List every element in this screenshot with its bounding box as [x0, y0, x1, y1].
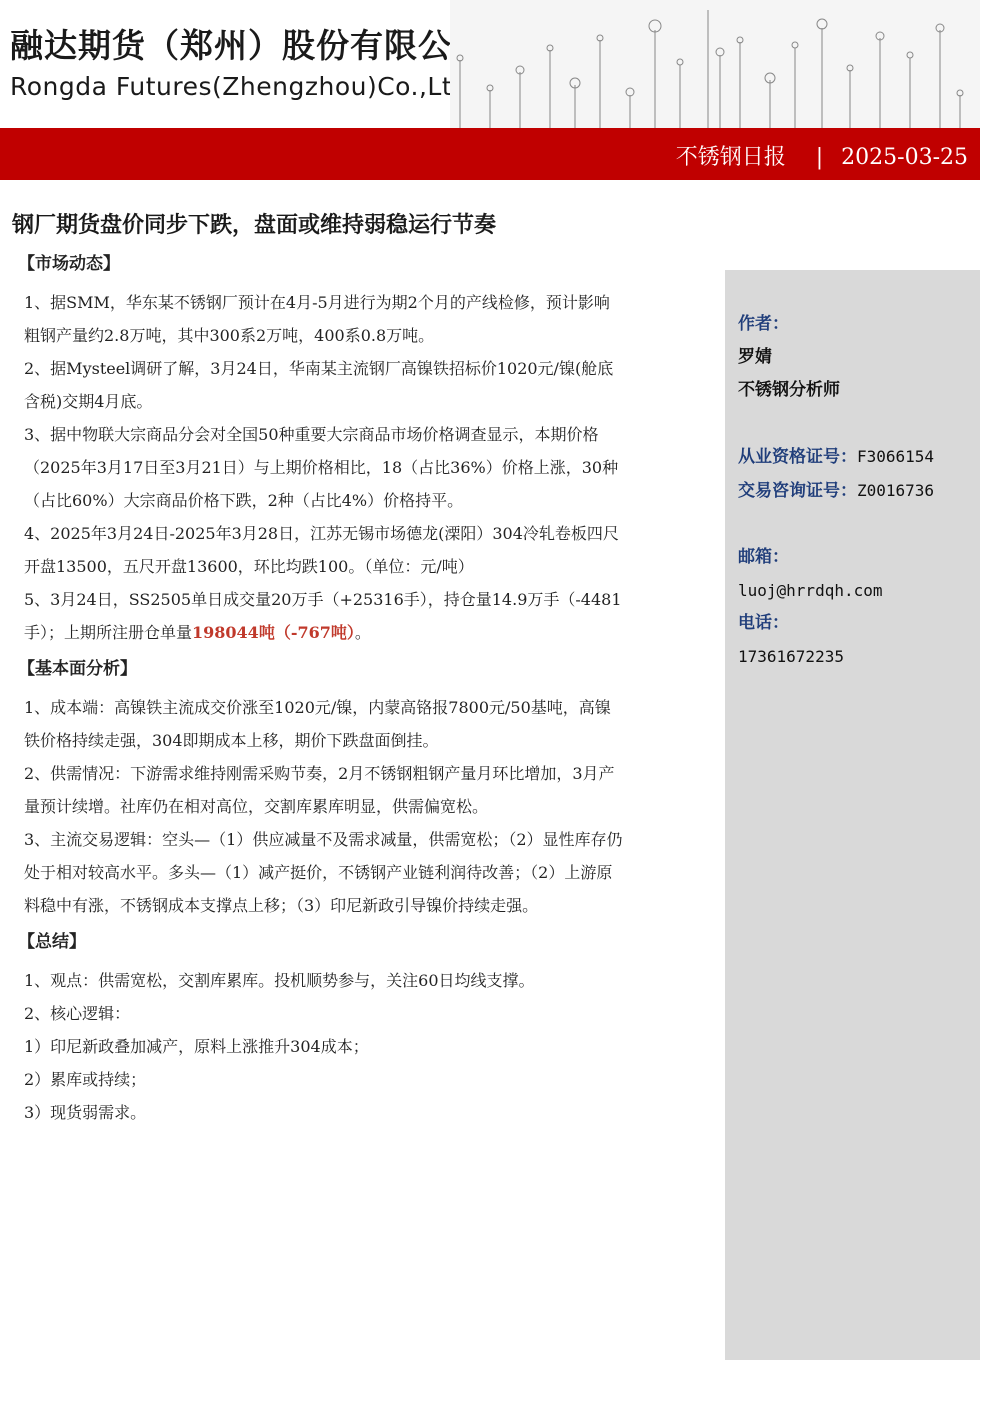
author-title: 不锈钢分析师 [738, 380, 840, 400]
phone-value: 17361672235 [738, 647, 844, 666]
author-sidebar [725, 270, 980, 1360]
title-separator: | [815, 145, 824, 170]
warrant-highlight: 198044吨（-767吨） [192, 623, 355, 642]
company-name-cn: 融达期货（郑州）股份有限公司 [10, 26, 486, 65]
section-title-fundamental: 【基本面分析】 [18, 659, 137, 679]
summary-item-3: 1）印尼新政叠加减产，原料上涨推升304成本； [24, 1037, 369, 1056]
phone-label: 电话： [738, 613, 789, 633]
email-value[interactable]: luoj@hrrdqh.com [738, 581, 883, 600]
company-name-en: Rongda Futures(Zhengzhou)Co.,Ltd. [10, 72, 477, 101]
market-item-5-end: 。 [354, 623, 371, 642]
summary-item-4: 2）累库或持续； [24, 1070, 147, 1089]
header-decoration [450, 0, 980, 128]
cert2-row [738, 474, 978, 508]
market-item-4: 4、2025年3月24日-2025年3月28日，江苏无锡市场德龙(溧阳）304冷轧卷板四尺开盘13500，五尺开盘13600，环比均跌100。（单位：元/吨） [24, 524, 619, 576]
fundamental-item-3: 3、主流交易逻辑：空头—（1）供应减量不及需求减量，供需宽松；（2）显性库存仍处于相对较高水平。多头—（1）减产挺价，不锈钢产业链利润待改善；（2）上游原料稳中有涨，不锈钢成本支撑点上移；（3）印尼新政引导镍价持续走强。 [24, 830, 623, 915]
report-header [0, 0, 992, 128]
report-title-bar [0, 128, 980, 180]
market-item-5 [24, 583, 624, 649]
market-item-5-text: 5、3月24日，SS2505单日成交量20万手（+25316手），持仓量14.9万手（-4481手）；上期所注册仓单量 [24, 590, 622, 642]
cert2-value: Z0016736 [857, 481, 935, 500]
cert1-value: F3066154 [857, 447, 935, 466]
report-type: 不锈钢日报 [675, 145, 786, 170]
cert1-label: 从业资格证号： [738, 447, 857, 467]
report-headline: 钢厂期货盘价同步下跌，盘面或维持弱稳运行节奏 [12, 212, 497, 238]
summary-item-1: 1、观点：供需宽松，交割库累库。投机顺势参与，关注60日均线支撑。 [24, 971, 535, 990]
market-item-1: 1、据SMM，华东某不锈钢厂预计在4月-5月进行为期2个月的产线检修，预计影响粗钢产量约2.8万吨，其中300系2万吨，400系0.8万吨。 [24, 293, 610, 345]
email-label: 邮箱： [738, 547, 789, 567]
fundamental-item-2: 2、供需情况：下游需求维持刚需采购节奏，2月不锈钢粗钢产量月环比增加，3月产量预计续增。社库仍在相对高位，交割库累库明显，供需偏宽松。 [24, 764, 615, 816]
main-content [18, 252, 624, 1129]
summary-item-2: 2、核心逻辑： [24, 1004, 131, 1023]
report-date: 2025-03-25 [841, 145, 968, 170]
cert2-label: 交易咨询证号： [738, 481, 857, 501]
section-title-summary: 【总结】 [18, 932, 86, 952]
author-label: 作者： [738, 314, 789, 334]
market-item-3: 3、据中物联大宗商品分会对全国50种重要大宗商品市场价格调查显示，本期价格（2025年3月17日至3月21日）与上期价格相比，18（占比36%）价格上涨，30种（占比60%）大宗商品价格下跌，2种（占比4%）价格持平。 [24, 425, 619, 510]
cert1-row [738, 440, 978, 474]
section-title-market: 【市场动态】 [18, 254, 120, 274]
fundamental-item-1: 1、成本端：高镍铁主流成交价涨至1020元/镍，内蒙高铬报7800元/50基吨，高镍铁价格持续走强，304即期成本上移，期价下跌盘面倒挂。 [24, 698, 611, 750]
market-item-2: 2、据Mysteel调研了解，3月24日，华南某主流钢厂高镍铁招标价1020元/镍(舱底含税)交期4月底。 [24, 359, 614, 411]
summary-item-5: 3）现货弱需求。 [24, 1103, 147, 1122]
author-name: 罗婧 [738, 347, 772, 367]
